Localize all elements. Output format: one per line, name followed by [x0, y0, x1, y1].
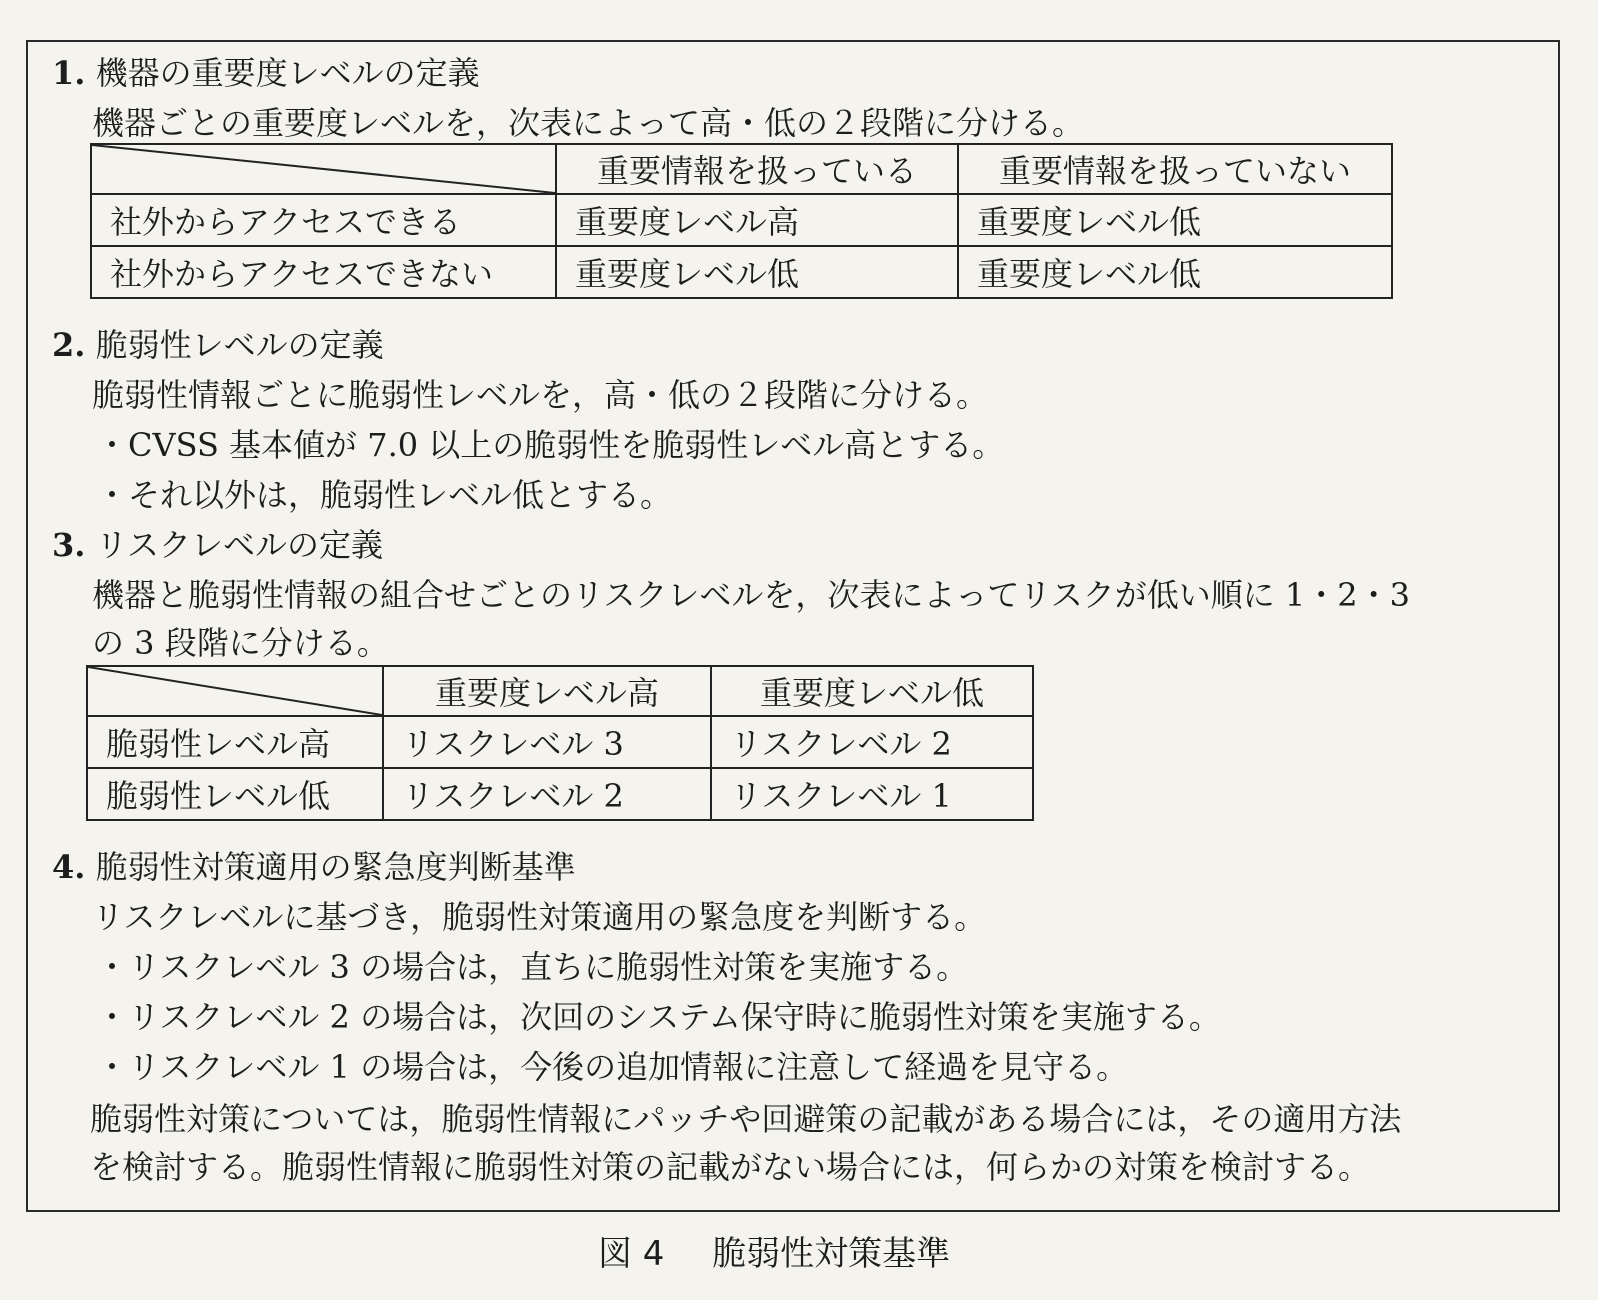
section4-number: 4.: [52, 848, 86, 886]
figure-title: 脆弱性対策基準: [712, 1234, 951, 1274]
importance-table-row-label: 社外からアクセスできない: [91, 246, 556, 298]
importance-table-cell: 重要度レベル低: [958, 246, 1392, 298]
risk-table-cell: リスクレベル 2: [383, 768, 711, 820]
section2-bullet: ・それ以外は，脆弱性レベル低とする。: [96, 476, 673, 514]
diagonal-line-icon: [88, 667, 382, 715]
section2-body: 脆弱性情報ごとに脆弱性レベルを，高・低の２段階に分ける。: [92, 376, 989, 414]
section3-body-line1: 機器と脆弱性情報の組合せごとのリスクレベルを，次表によってリスクが低い順に 1・2・3: [92, 576, 1410, 614]
figure-number: 図 4: [598, 1234, 665, 1274]
section4-title: 脆弱性対策適用の緊急度判断基準: [95, 848, 576, 886]
importance-table-cell: 重要度レベル低: [556, 246, 958, 298]
importance-level-table: [90, 143, 1393, 299]
risk-table-col-header: 重要度レベル低: [711, 666, 1033, 716]
importance-table-col-header: 重要情報を扱っていない: [958, 144, 1392, 194]
section3-title: リスクレベルの定義: [95, 526, 383, 564]
importance-table-cell: 重要度レベル低: [958, 194, 1392, 246]
section2-bullet: ・CVSS 基本値が 7.0 以上の脆弱性を脆弱性レベル高とする。: [96, 426, 1005, 464]
section2-number: 2.: [52, 326, 86, 364]
risk-table-corner-cell: [87, 666, 383, 716]
risk-table-header-row: [87, 666, 1033, 716]
section4-heading: [52, 842, 576, 888]
section1-number: 1.: [52, 54, 86, 92]
figure-caption: [598, 1226, 950, 1275]
section4-body: リスクレベルに基づき，脆弱性対策適用の緊急度を判断する。: [92, 898, 987, 936]
section1-heading: [52, 48, 480, 94]
section2-title: 脆弱性レベルの定義: [95, 326, 384, 364]
importance-table-row: [91, 246, 1392, 298]
section4-bullet: ・リスクレベル 2 の場合は，次回のシステム保守時に脆弱性対策を実施する。: [96, 998, 1221, 1036]
importance-table-row: [91, 194, 1392, 246]
section3-heading: [52, 520, 383, 566]
risk-table-cell: リスクレベル 1: [711, 768, 1033, 820]
risk-table-cell: リスクレベル 3: [383, 716, 711, 768]
importance-table-col-header: 重要情報を扱っている: [556, 144, 958, 194]
risk-table-row-label: 脆弱性レベル低: [87, 768, 383, 820]
importance-table-row-label: 社外からアクセスできる: [91, 194, 556, 246]
diagonal-line-icon: [92, 145, 555, 193]
section4-bullet: ・リスクレベル 1 の場合は，今後の追加情報に注意して経過を見守る。: [96, 1048, 1129, 1086]
risk-level-table: [86, 665, 1034, 821]
risk-table-row: [87, 768, 1033, 820]
section3-body-line2: の 3 段階に分ける。: [92, 624, 389, 662]
section4-closing-line2: を検討する。脆弱性情報に脆弱性対策の記載がない場合には，何らかの対策を検討する。: [90, 1148, 1371, 1186]
risk-table-row: [87, 716, 1033, 768]
section4-bullet: ・リスクレベル 3 の場合は，直ちに脆弱性対策を実施する。: [96, 948, 969, 986]
section3-number: 3.: [52, 526, 86, 564]
importance-table-corner-cell: [91, 144, 556, 194]
section2-heading: [52, 320, 384, 366]
importance-table-header-row: [91, 144, 1392, 194]
section4-closing-line1: 脆弱性対策については，脆弱性情報にパッチや回避策の記載がある場合には，その適用方法: [90, 1100, 1402, 1138]
risk-table-col-header: 重要度レベル高: [383, 666, 711, 716]
importance-table-cell: 重要度レベル高: [556, 194, 958, 246]
section1-body: 機器ごとの重要度レベルを，次表によって高・低の２段階に分ける。: [92, 104, 1085, 142]
risk-table-row-label: 脆弱性レベル高: [87, 716, 383, 768]
risk-table-cell: リスクレベル 2: [711, 716, 1033, 768]
section1-title: 機器の重要度レベルの定義: [95, 54, 480, 92]
